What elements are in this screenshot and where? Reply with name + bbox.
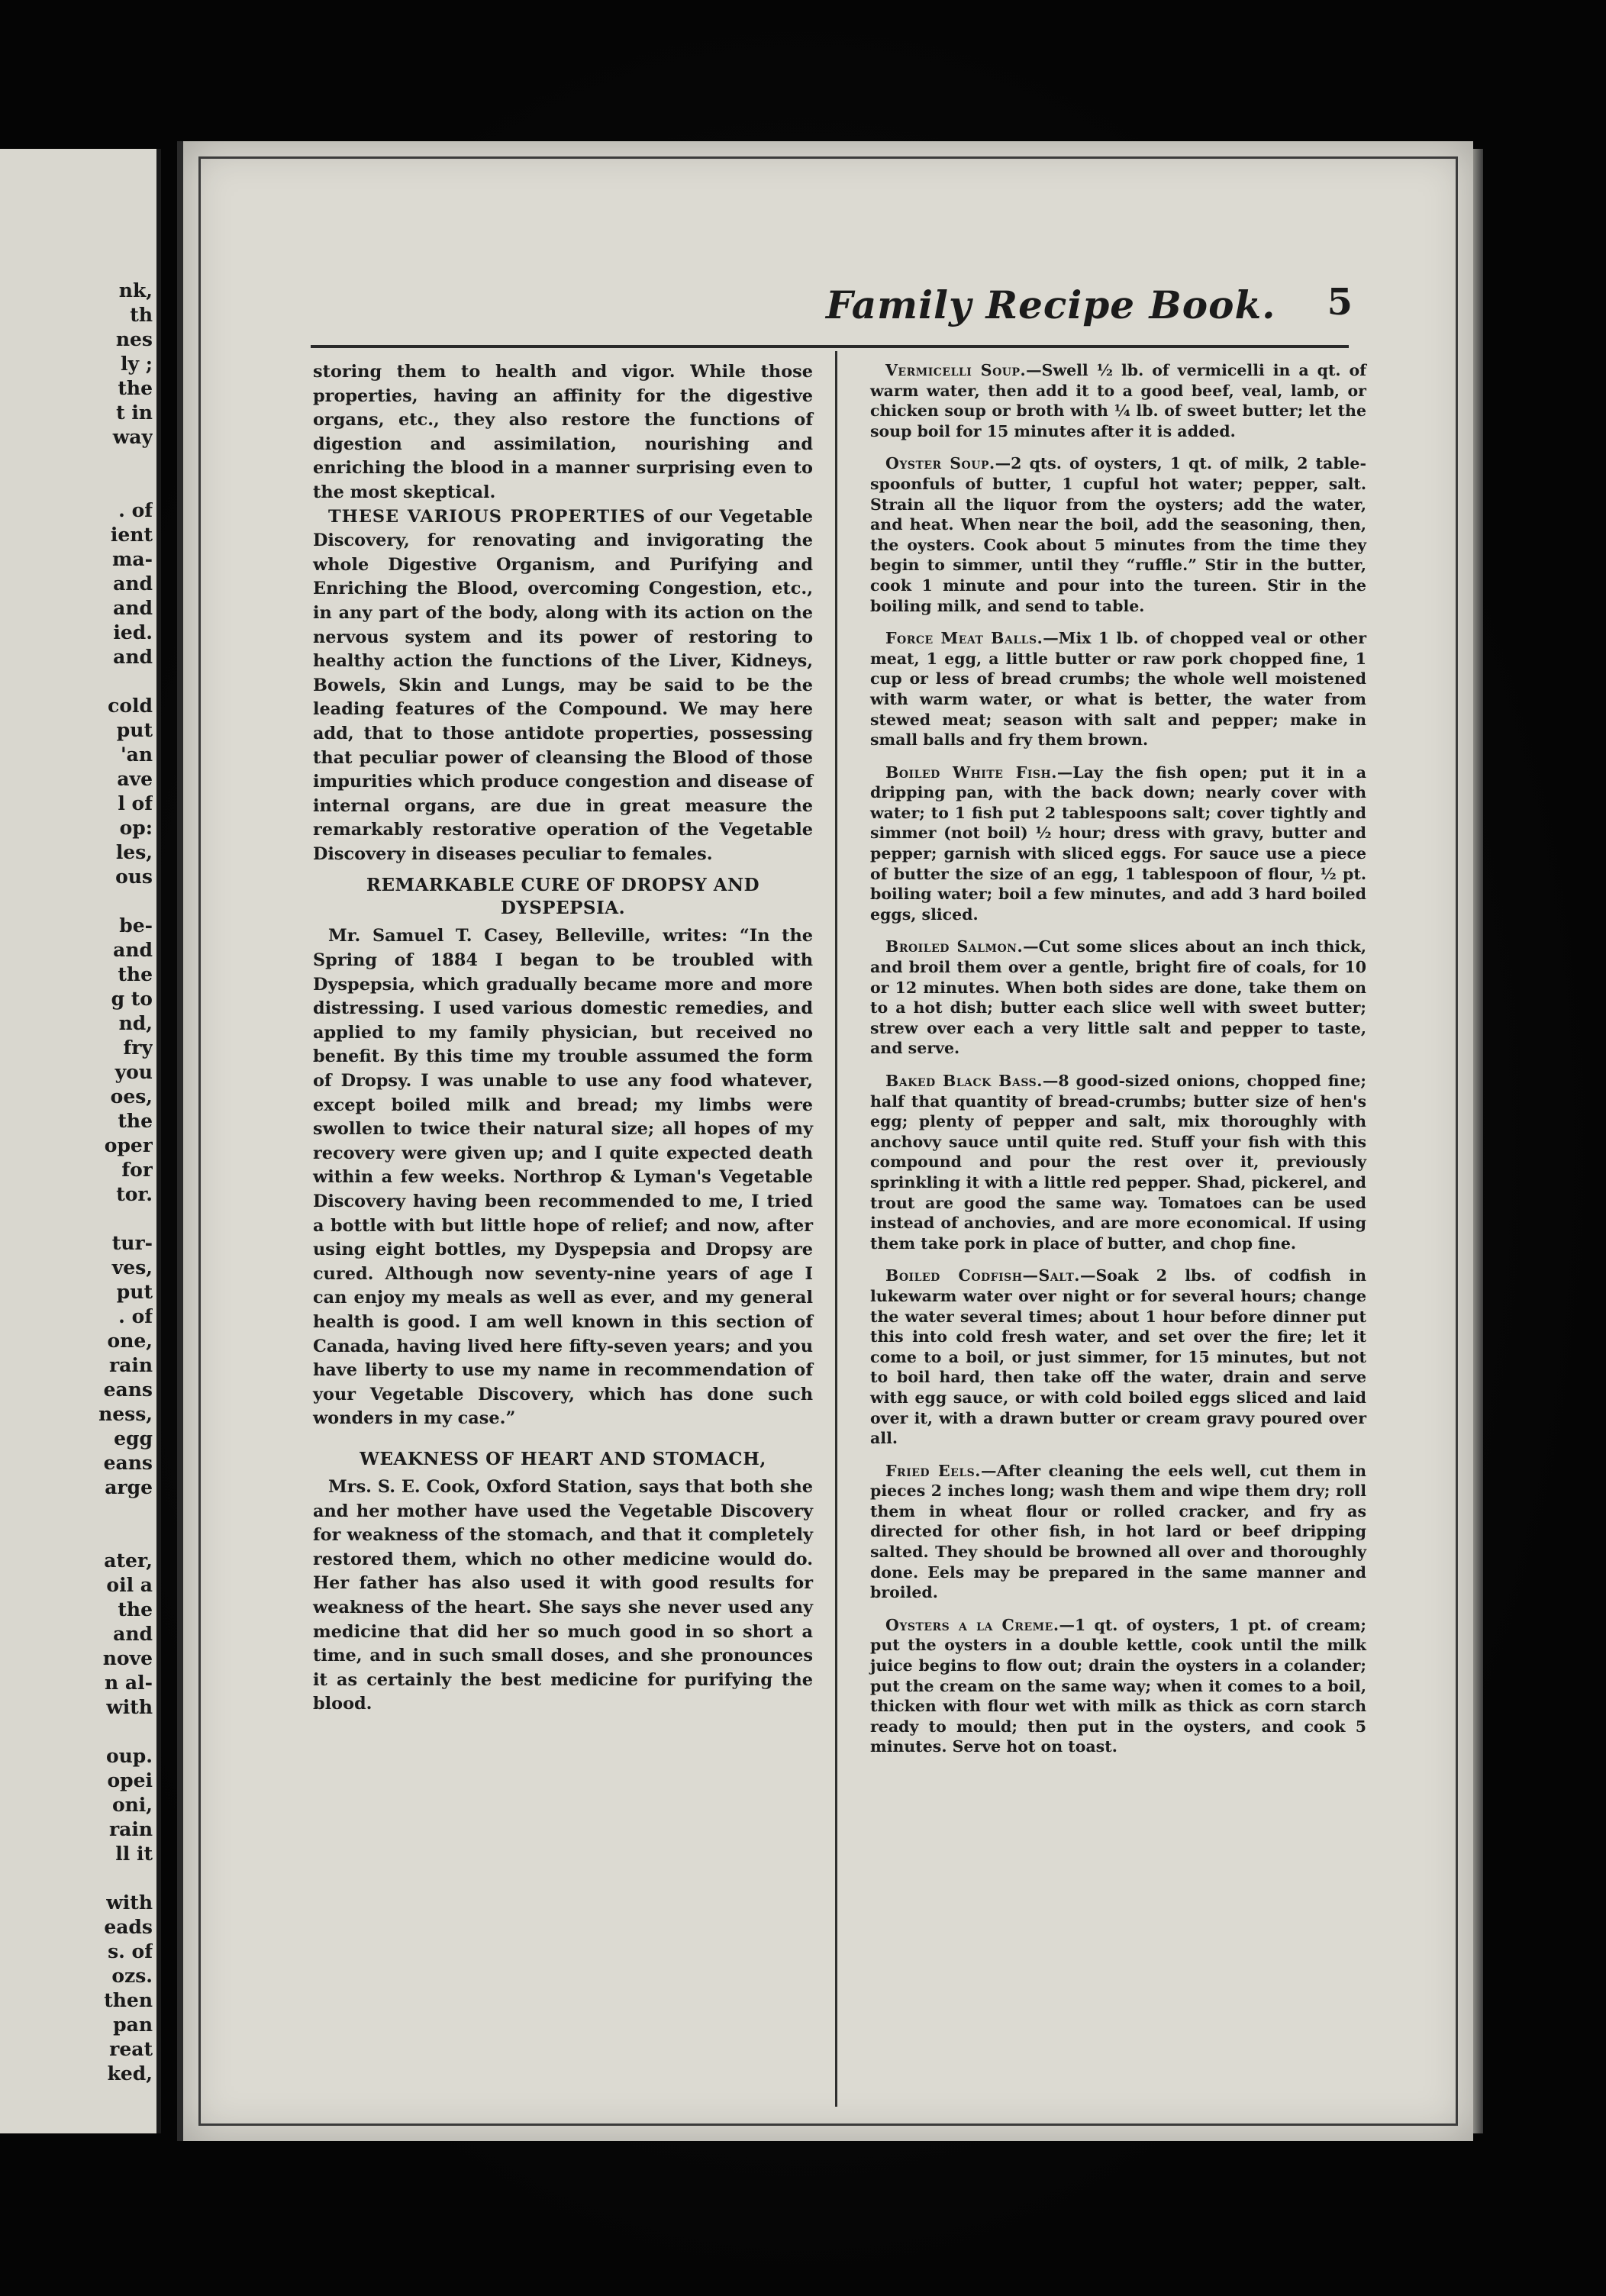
left-page-fragment: eads (104, 1916, 153, 1938)
left-page-fragment: n al- (105, 1672, 153, 1694)
left-page-fragment: and (113, 597, 153, 619)
intro-paragraph: storing them to health and vigor. While those properties, having an affinity for the digestive organs, etc., they also restore the functions of digestion and assimilation, nourishing and enriching the blood in a manner surprising even to the most skeptical. (313, 362, 813, 502)
left-page-fragment: . of (118, 1305, 153, 1327)
left-page-fragment: ater, (104, 1549, 153, 1572)
recipe-paragraph (870, 1461, 1366, 1603)
recipe-text: —After cleaning the eels well, cut them in pieces 2 inches long; wash them and wipe them dry; roll them in wheat flour or rolled cracker, and fry as directed for other fish, in hot lard or beef dripping salted. They should be browned all over and thoroughly done. Eels may be prepared in the same manner and broiled. (870, 1461, 1366, 1602)
left-column (313, 360, 813, 1717)
left-page-fragment: with (106, 1696, 153, 1718)
recipe-text: —2 qts. of oysters, 1 qt. of milk, 2 table-spoonfuls of butter, 1 cupful hot water; pepper, salt. Strain all the liquor from the oysters; add the water, and heat. When near the boil, add the seasoning, then, the oysters. Cook about 5 minutes from the time they begin to simmer, until they “ruffle.” Stir in the butter, cook 1 minute and pour into the tureen. Stir in the boiling milk, and send to table. (870, 454, 1366, 615)
recipe-name: Broiled Salmon. (885, 937, 1024, 956)
left-page-fragment: eans (103, 1379, 153, 1401)
left-page-fragment: tur- (111, 1232, 153, 1254)
page-number: 5 (1327, 281, 1353, 324)
recipe-text: —Swell ½ lb. of vermicelli in a qt. of warm water, then add it to a good beef, veal, lamb, or chicken soup or broth with ¼ lb. of sweet butter; let the soup boil for 15 minutes after it is added. (870, 361, 1366, 440)
left-page-fragment: with (106, 1891, 153, 1914)
left-page-fragment: nove (102, 1647, 153, 1669)
left-page-fragment: oper (104, 1134, 153, 1156)
right-column (870, 360, 1366, 1769)
recipe-text: —8 good-sized onions, chopped fine; half that quantity of bread-crumbs; butter size of hen's egg; plenty of pepper and salt, mix thoroughly with anchovy sauce until quite red. Stuff your fish with this compound and pour the rest over it, previously sprinkling it with a little red pepper. Shad, pickerel, and trout are good the same way. Tomatoes can be used instead of anchovies, and are more economical. If using them take pork in place of butter, and chop fine. (870, 1072, 1366, 1253)
recipe-paragraph (870, 1266, 1366, 1448)
recipe-text: —Cut some slices about an inch thick, and broil them over a gentle, bright fire of coals, for 10 or 12 minutes. When both sides are done, take them on to a hot dish; butter each slice well with sweet butter; strew over each a very little salt and pepper to taste, and serve. (870, 937, 1366, 1058)
weakness-paragraph: Mrs. S. E. Cook, Oxford Station, says that both she and her mother have used the Vegetable Discovery for weakness of the stomach, and that it completely restored them, which no other medicine would do. Her father has also used it with good results for weakness of the heart. She says she never used any medicine that did her so much good in so short a time, and in such small doses, and she pronounces it as certainly the best medicine for purifying the blood. (313, 1476, 813, 1714)
left-page-fragment: oes, (110, 1085, 153, 1108)
recipe-name: Oysters a la Creme. (885, 1615, 1059, 1634)
left-page-fragment: ves, (111, 1256, 153, 1279)
recipe-text: —Soak 2 lbs. of codfish in lukewarm water over night or for several hours; change the water several times; about 1 hour before dinner put this into cold fresh water, and set over the fire; let it come to a boil, or just simmer, for 15 minutes, but not to boil hard, then take off the water, drain and serve with egg sauce, or with cold boiled eggs sliced and laid over it, with a drawn butter or cream gravy poured over all. (870, 1266, 1366, 1448)
recipe-paragraph (870, 1615, 1366, 1757)
recipe-name: Vermicelli Soup. (885, 361, 1027, 379)
recipe-paragraph (870, 360, 1366, 441)
recipe-paragraph (870, 763, 1366, 925)
header-rule (311, 345, 1349, 348)
left-page-fragment: way (112, 426, 153, 448)
left-page-fragment: g to (111, 988, 153, 1010)
recipe-name: Baked Black Bass. (885, 1072, 1043, 1090)
left-page-fragment: ked, (107, 2062, 153, 2085)
left-page-fragment: arge (105, 1476, 153, 1498)
left-page-fragment: ll it (115, 1843, 153, 1865)
recipe-text: —Mix 1 lb. of chopped veal or other meat, 1 egg, a little butter or raw pork chopped fine, 1 cup or less of bread crumbs; the whole well moistened with warm water, or what is better, the water from stewed meat; season with salt and pepper; make in small balls and fry them brown. (870, 629, 1366, 750)
left-page-fragment: reat (109, 2038, 153, 2060)
running-title: Family Recipe Book. (826, 282, 1276, 327)
left-page-fragment: ous (115, 866, 153, 888)
left-page-fragment: rain (108, 1818, 153, 1840)
left-page-fragment: put (116, 719, 153, 741)
left-page-fragment: ied. (113, 621, 153, 643)
recipe-paragraph (870, 1071, 1366, 1253)
left-page-fragment: the (118, 1110, 153, 1132)
left-page-fragment: tor. (116, 1183, 153, 1205)
left-page-fragment: the (118, 963, 153, 985)
recipe-paragraph (870, 937, 1366, 1059)
running-header (307, 281, 1353, 336)
recipe-name: Boiled Codfish—Salt. (885, 1266, 1080, 1285)
left-page-fragment: les, (115, 841, 153, 863)
left-page-fragment: and (113, 572, 153, 595)
left-page-fragment: oil a (106, 1574, 153, 1596)
left-page-fragment: opei (107, 1769, 153, 1791)
left-page-fragment: s. of (108, 1940, 153, 1962)
left-page-fragment: fry (123, 1037, 153, 1059)
left-page-fragment: the (118, 1598, 153, 1620)
dropsy-heading: REMARKABLE CURE OF DROPSY AND DYSPEPSIA. (366, 875, 760, 919)
left-page-fragment: nd, (118, 1012, 153, 1034)
left-page-fragment: you (114, 1061, 153, 1083)
properties-lead: THESE VARIOUS PROPERTIES (328, 506, 646, 527)
left-page-fragment: ozs. (111, 1965, 153, 1987)
left-page-fragment: the (118, 377, 153, 399)
left-page-fragment: and (113, 1623, 153, 1645)
recipe-name: Force Meat Balls. (885, 629, 1043, 648)
left-page-fragment: nes (115, 328, 153, 350)
properties-paragraph (313, 505, 813, 867)
left-page-fragment: ly ; (121, 353, 153, 375)
left-page-fragment: put (116, 1281, 153, 1303)
recipe-paragraph (870, 453, 1366, 616)
left-page-fragment: ient (110, 524, 153, 546)
recipe-name: Boiled White Fish. (885, 763, 1057, 782)
recipe-text: —1 qt. of oysters, 1 pt. of cream; put the oysters in a double kettle, cook until the milk juice begins to flow out; drain the oysters in a colander; put the cream on the same way; when it comes to a boil, thicken with flour wet with milk as thick as corn starch ready to mould; then put in the oysters, and cook 5 minutes. Serve hot on toast. (870, 1615, 1367, 1756)
recipe-text: —Lay the fish open; put it in a dripping pan, with the back down; nearly cover with water; to 1 fish put 2 tablespoons salt; cover tightly and simmer (not boil) ½ hour; dress with gravy, butter and pepper; garnish with sliced eggs. For sauce use a piece of butter the size of an egg, 1 tablespoon of flour, ½ pt. boiling water; boil a few minutes, and add 3 hard boiled eggs, sliced. (870, 763, 1367, 924)
recipe-paragraph (870, 628, 1366, 750)
left-page-fragment: th (130, 304, 153, 326)
recipe-name: Fried Eels. (885, 1461, 981, 1480)
left-page-fragment: be- (119, 914, 153, 937)
recipe-name: Oyster Soup. (885, 454, 995, 473)
left-page-fragment: 'an (120, 743, 153, 766)
left-page-fragment: nk, (118, 279, 153, 302)
left-page-fragment: pan (113, 2014, 153, 2036)
left-page-fragment: egg (114, 1427, 153, 1450)
left-page-fragment: l of (118, 792, 153, 814)
adjacent-left-page (0, 149, 161, 2133)
left-page-fragment: t in (116, 401, 153, 424)
weakness-heading: WEAKNESS OF HEART AND STOMACH, (360, 1448, 766, 1469)
left-page-fragment: and (113, 939, 153, 961)
left-page-fragment: eans (103, 1452, 153, 1474)
left-page-fragment: op: (119, 817, 153, 839)
left-page-fragment: rain (108, 1354, 153, 1376)
left-page-fragment: oni, (111, 1794, 153, 1816)
left-page-fragment: and (113, 646, 153, 668)
properties-text: of our Vegetable Discovery, for renovating and invigorating the whole Digestive Organism, and Purifying and Enriching the Blood, overcoming Congestion, etc., in any part of the body, along with its action on the nervous system and its power of restoring to healthy action the functions of the Liver, Kidneys, Bowels, Skin and Lungs, may be said to be the leading features of the Compound. We may here add, that to those antidote properties, possessing that peculiar power of cleansing the Blood of those impurities which produce congestion and disease of internal organs, are due in great measure the remarkably restorative operation of the Vegetable Discovery in diseases peculiar to females. (313, 506, 814, 864)
dropsy-paragraph: Mr. Samuel T. Casey, Belleville, writes: “In the Spring of 1884 I began to be troubled with Dyspepsia, which gradually became more and more distressing. I used various domestic remedies, and applied to my family physician, but received no benefit. By this time my trouble assumed the form of Dropsy. I was unable to use any food whatever, except boiled milk and bread; my limbs were swollen to twice their natural size; all hopes of my recovery were given up; and I quite expected death within a few weeks. Northrop & Lyman's Vegetable Discovery having been recommended to me, I tried a bottle with but little hope of relief; and now, after using eight bottles, my Dyspepsia and Dropsy are cured. Although now seventy-nine years of age I can enjoy my meals as well as ever, and my general health is good. I am well known in this section of Canada, having lived here fifty-seven years; and you have liberty to use my name in recommendation of your Vegetable Discovery, which has done such wonders in my case.” (313, 926, 813, 1429)
left-page-fragment: cold (108, 695, 153, 717)
left-page-fragment: . of (118, 499, 153, 521)
left-page-fragment: for (121, 1159, 153, 1181)
left-page-fragment: oup. (105, 1745, 153, 1767)
left-page-fragment: ness, (98, 1403, 153, 1425)
column-divider (835, 351, 837, 2107)
left-page-fragment: then (104, 1989, 153, 2011)
left-page-fragment: ave (117, 768, 153, 790)
left-page-fragment: ma- (111, 548, 153, 570)
left-page-fragment: one, (107, 1330, 153, 1352)
